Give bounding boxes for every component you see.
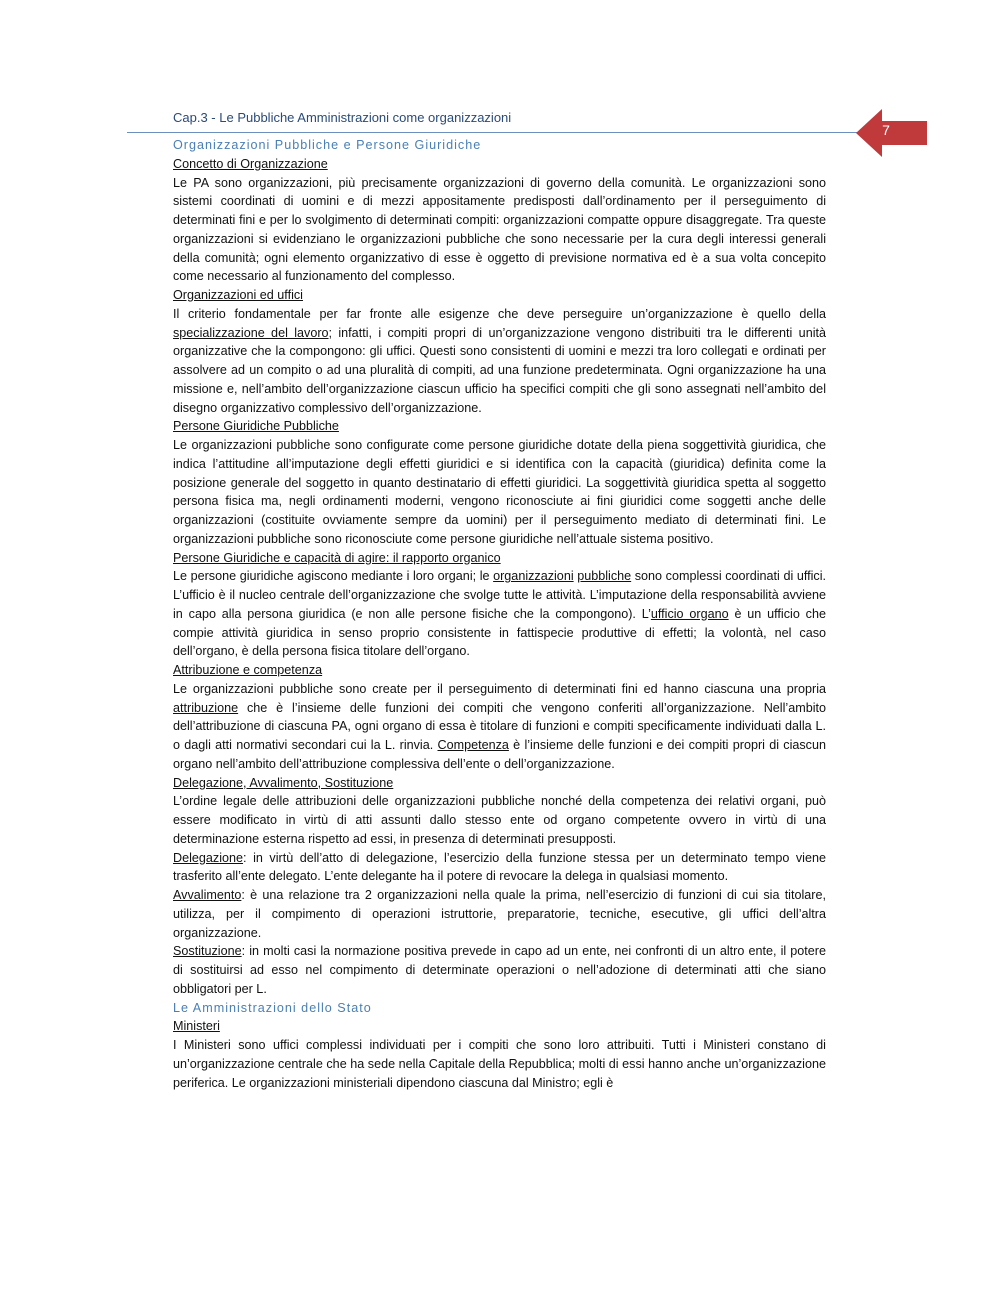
paragraph-uffici [173, 305, 826, 418]
paragraph-capacita-agire [173, 567, 826, 661]
subheading-attribuzione: Attribuzione e competenza [173, 663, 323, 677]
header-rule [127, 132, 862, 133]
paragraph-ministeri: I Ministeri sono uffici complessi individuati per i compiti che sono loro attribuiti. Tutti i Ministeri constano di un’organizzazione centrale che ha sede nella Capitale della Repubblica; molti di essi hanno anche un’organizzazione periferica. Le organizzazioni ministeriali dipendono ciascuna dal Ministro; egli è [173, 1038, 826, 1090]
subheading-delegazione: Delegazione, Avvalimento, Sostituzione [173, 775, 394, 790]
subheading-concetto: Concetto di Organizzazione [173, 156, 328, 171]
underlined-term: pubbliche [577, 569, 632, 584]
section-title-organizzazioni: Organizzazioni Pubbliche e Persone Giuridiche [173, 138, 482, 152]
page-number: 7 [882, 122, 890, 138]
text-segment: sono complessi coordinati di uffici. L’ufficio è il nucleo centrale dell’organizzazione che svolge tutte le attività. L’imputazione della responsabilità avviene in capo alla persona giuridica (e non alle persone fisiche che la compongono). L’ [173, 569, 827, 621]
underlined-term: attribuzione [173, 700, 239, 715]
subheading-capacita-agire: Persone Giuridiche e capacità di agire: il rapporto organico [173, 550, 501, 565]
text-segment: : in molti casi la normazione positiva prevede in capo ad un ente, nei confronti di un altro ente, il potere di sostituirsi ad esso nel compimento di determinate operazioni o nell’adozione di determinati atti che siano obbligatori per L. [173, 944, 826, 996]
subheading-persone-giuridiche: Persone Giuridiche Pubbliche [173, 419, 339, 434]
underlined-term: Avvalimento [173, 888, 242, 902]
paragraph-persone-giuridiche: Le organizzazioni pubbliche sono configurate come persone giuridiche dotate della piena soggettività giuridica, che indica l’attitudine all’imputazione degli effetti giuridici e si identifica con la capacità (giuridica) definita come la posizione generale del soggetto in quanto destinatario di effetti giuridici. La soggettività giuridica spetta al soggetto persona fisica ma, negli ordinamenti moderni, vengono riconosciute ai fini giuridici come soggetti anche delle organizzazioni (costituite ovviamente sempre da uomini) per il perseguimento mediato di determinati fini. Le organizzazioni pubbliche sono riconosciute come persone giuridiche nell’attuale sistema positivo. [173, 438, 826, 546]
text-segment: : è una relazione tra 2 organizzazioni nella quale la prima, nell’esercizio di funzioni di cui sia titolare, utilizza, per il compimento di operazioni istruttorie, preparatorie, tecniche, esecutive, gli uffici dell’altra organizzazione. [173, 888, 826, 940]
text-segment: : in virtù dell’atto di delegazione, l’esercizio della funzione stessa per un determinato tempo viene trasferito all’ente delegato. L’ente delegante ha il potere di revocare la delega in qualsiasi momento. [173, 850, 826, 884]
underlined-term: Delegazione [173, 850, 244, 865]
paragraph-sostituzione-def [173, 942, 826, 998]
text-segment: che è l’insieme delle funzioni dei compiti che vengono conferiti all’organizzazione. Nell’ambito dell’attribuzione di ciascuna PA, ogni organo di essa è titolare di funzioni e compiti specificamente individuati dalla L. o dagli atti normativi secondari cui la L. rinvia. [173, 700, 826, 752]
text-segment: Le persone giuridiche agiscono mediante i loro organi; le [173, 569, 494, 584]
subheading-ministeri: Ministeri [173, 1019, 220, 1034]
underlined-term: specializzazione del lavoro [173, 325, 329, 340]
paragraph-concetto: Le PA sono organizzazioni, più precisamente organizzazioni di governo della comunità. Le organizzazioni sono sistemi coordinati di uomini e di mezzi appositamente predisposti dall’ordinamento per il perseguimento di determinati fini e per lo svolgimento di determinati compiti: organizzazioni compatte oppure disaggregate. Tra queste organizzazioni si evidenziano le organizzazioni pubbliche che sono necessarie per la cura degli interessi generali della comunità; ogni elemento organizzativo di esse è oggetto di previsione normativa ed è a sua volta concepito come necessario al funzionamento del complesso. [173, 175, 826, 284]
underlined-term: ufficio organo [650, 606, 729, 621]
text-segment: ; infatti, i compiti propri di un’organizzazione vengono distribuiti tra le differenti unità organizzative che la compongono: gli uffici. Questi sono consistenti di uomini e mezzi tra loro collegati e ordinati per assolvere ad un compito o ad una pluralità di compiti, ad una funzione predeterminata. Ogni organizzazione ha una missione e, nell’ambito dell’organizzazione ciascun ufficio ha specifici compiti che gli sono assegnati nell’ambito del disegno organizzativo complessivo dell’organizzazione. [173, 325, 826, 415]
text-segment: è un ufficio che compie attività giuridica in senso proprio consistente in fattispecie produttive di effetti; la volontà, nel caso dell’organo, è della persona fisica titolare dell’organo. [173, 606, 826, 659]
subheading-uffici: Organizzazioni ed uffici [173, 288, 303, 302]
paragraph-delegazione-def [173, 849, 826, 887]
document-body [173, 136, 826, 1092]
paragraph-avvalimento-def [173, 886, 826, 942]
paragraph-attribuzione [173, 680, 826, 774]
underlined-term: Sostituzione [173, 944, 242, 959]
underlined-term: Competenza [437, 738, 509, 752]
underlined-term: organizzazioni [493, 569, 574, 584]
chapter-title: Cap.3 - Le Pubbliche Amministrazioni come organizzazioni [173, 110, 512, 125]
section-title-amministrazioni: Le Amministrazioni dello Stato [173, 1000, 372, 1015]
text-segment: Il criterio fondamentale per far fronte alle esigenze che deve perseguire un’organizzazione è quello della [173, 306, 826, 321]
text-segment: Le organizzazioni pubbliche sono create per il perseguimento di determinati fini ed hanno ciascuna una propria [173, 681, 826, 696]
paragraph-delegazione: L’ordine legale delle attribuzioni delle organizzazioni pubbliche nonché della competenza dei relativi organi, può essere modificato in virtù di atti assunti dallo stesso ente od organo competente ovvero in virtù di una determinazione esterna rispetto ad essi, in presenza di determinati presupposti. [173, 794, 826, 846]
text-segment: è l’insieme delle funzioni e dei compiti propri di ciascun organo nell’ambito dell’attribuzione complessiva dell’ente o dell’organizzazione. [173, 738, 826, 771]
